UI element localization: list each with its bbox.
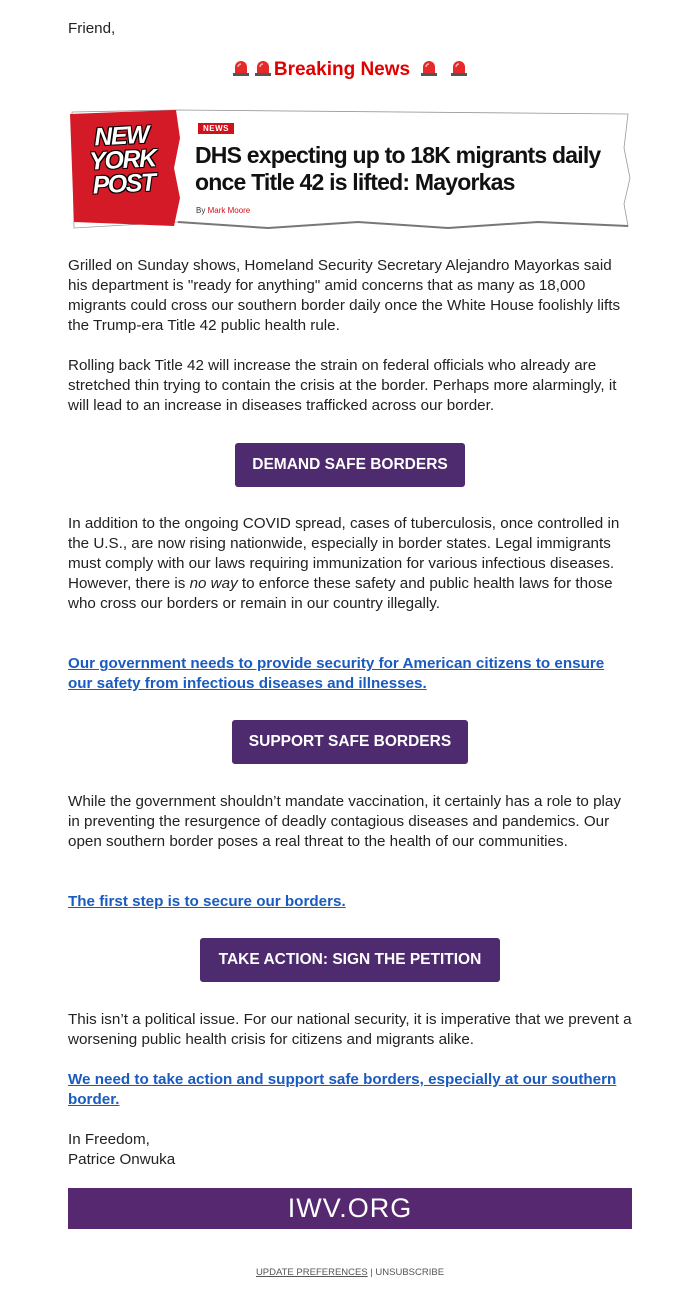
footer (68, 1267, 632, 1278)
support-safe-borders-button[interactable]: SUPPORT SAFE BORDERS (232, 720, 468, 764)
signoff-name: Patrice Onwuka (68, 1151, 176, 1168)
sign-petition-button[interactable]: TAKE ACTION: SIGN THE PETITION (200, 938, 500, 982)
headline-text: Breaking News (273, 59, 411, 80)
logo-line: YORK (88, 144, 157, 176)
paragraph-3-text: to enforce these safety and public health laws for those who cross our borders or remain in our country illegally. (68, 575, 613, 612)
link-2-wrapper (68, 892, 632, 912)
news-tag: NEWS (198, 123, 234, 134)
demand-safe-borders-button[interactable]: DEMAND SAFE BORDERS (235, 443, 465, 487)
unsubscribe-link[interactable]: UNSUBSCRIBE (375, 1267, 445, 1278)
security-link[interactable]: Our government needs to provide security for American citizens to ensure our safety from infectious diseases and illnesses. (68, 655, 605, 692)
paragraph-4: While the government shouldn’t mandate vaccination, it certainly has a role to play in preventing the resurgence of deadly contagious diseases and pandemics. Our open southern border poses a real threat to the health of our communities. (68, 793, 621, 850)
byline-prefix: By (196, 206, 206, 215)
paragraph-5: This isn’t a political issue. For our national security, it is imperative that we prevent a worsening public health crisis for citizens and migrants alike. (68, 1011, 632, 1048)
siren-icon (450, 59, 468, 77)
secure-borders-link[interactable]: The first step is to secure our borders. (68, 893, 346, 910)
byline-author: Mark Moore (207, 206, 251, 215)
signoff-closing: In Freedom, (68, 1131, 150, 1148)
siren-icon (420, 59, 438, 77)
update-preferences-link[interactable]: UPDATE PREFERENCES (255, 1267, 368, 1278)
link-3-wrapper (68, 1070, 632, 1110)
greeting: Friend, (68, 20, 116, 37)
paragraph-1: Grilled on Sunday shows, Homeland Security Secretary Alejandro Mayorkas said his department is "ready for anything" amid concerns that as many as 18,000 migrants could cross our southern border daily once the White House foolishly lifts the Trump-era Title 42 public health rule. (68, 257, 621, 334)
paragraph-3-emphasis: no way (189, 575, 238, 592)
siren-icon (232, 59, 250, 77)
logo-line: POST (91, 168, 156, 200)
byline (196, 206, 250, 215)
link-1-wrapper (68, 654, 632, 694)
paragraph-2: Rolling back Title 42 will increase the strain on federal officials who already are stretched thin trying to contain the crisis at the border. Perhaps more alarmingly, it will lead to an increase in diseases trafficked across our border. (68, 357, 617, 414)
logo-line: NEW (93, 120, 149, 152)
new-york-post-logo (80, 122, 167, 220)
news-clipping-image[interactable] (68, 108, 632, 232)
iwv-banner[interactable]: IWV.ORG (68, 1188, 632, 1229)
news-article-title: DHS expecting up to 18K migrants daily once Title 42 is lifted: Mayorkas (195, 142, 601, 195)
footer-separator: | (370, 1267, 373, 1278)
signoff (68, 1130, 632, 1170)
paragraph-3 (68, 514, 632, 614)
paragraph-3-text: In addition to the ongoing COVID spread, cases of tuberculosis, once controlled in the U.S., are now rising nationwide, especially in border states. Legal immigrants must comply with our laws requiring immunization for various infectious diseases. However, there is (68, 515, 620, 592)
breaking-news-headline (68, 58, 632, 82)
siren-icon (254, 59, 272, 77)
take-action-link[interactable]: We need to take action and support safe borders, especially at our southern border. (68, 1071, 617, 1108)
